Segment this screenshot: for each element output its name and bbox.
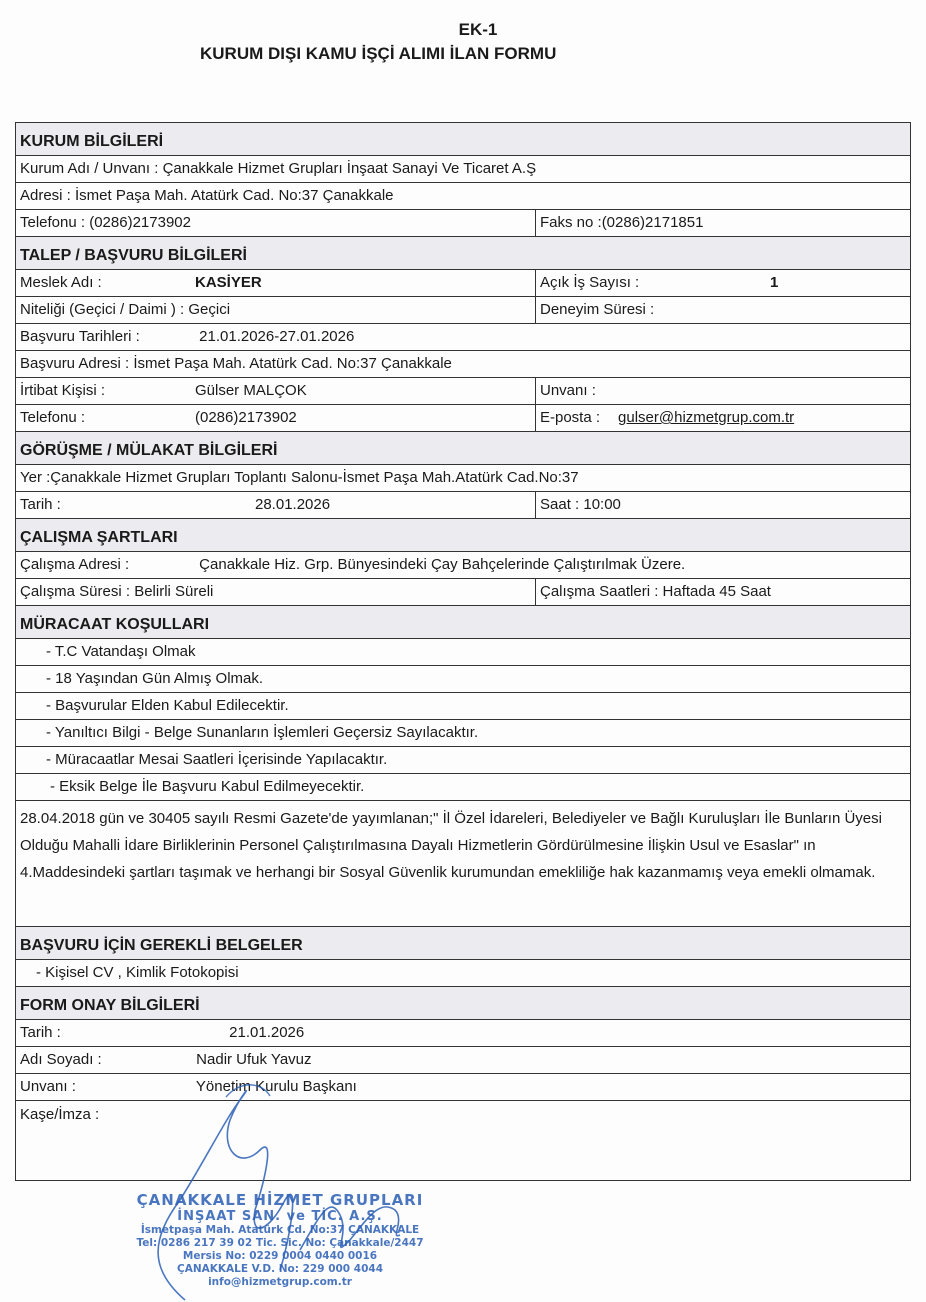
company-stamp — [130, 1192, 430, 1289]
section-title: TALEP / BAŞVURU BİLGİLERİ — [20, 247, 247, 264]
phone-cell — [16, 405, 536, 431]
approval-name-cell — [16, 1049, 316, 1071]
regulation-paragraph: 28.04.2018 gün ve 30405 sayılı Resmi Gazete'de yayımlanan;" İl Özel İdareleri, Belediyeler ve Bağlı Kuruluşları İle Bunların Üyesi Olduğu Mahalli İdare Birliklerinin Personel Çalıştırılmasına Dayalı Hizmetlerin Gördürülmesine İlişkin Usul ve Esaslar" ın 4.Maddesindeki şartları taşımak ve herhangi bir Sosyal Güvenlik kurumundan emekliliğe hak kazanmamış veya emekli olmamak. — [20, 810, 882, 881]
open-jobs-cell — [536, 270, 910, 296]
work-address-label: Çalışma Adresi : — [20, 556, 130, 573]
dates-value: 21.01.2026-27.01.2026 — [199, 328, 355, 345]
application-address-row — [16, 351, 910, 378]
approval-date-row — [16, 1020, 910, 1047]
form-title: KURUM DIŞI KAMU İŞÇİ ALIMI İLAN FORMU — [200, 44, 557, 63]
work-address-cell — [16, 554, 689, 576]
work-address-row — [16, 552, 910, 579]
regulation-row — [16, 801, 910, 927]
section-belgeler-header — [16, 927, 910, 960]
kurum-fax: Faks no :(0286)2171851 — [540, 214, 704, 231]
kurum-contact-row — [16, 210, 910, 237]
section-title: BAŞVURU İÇİN GEREKLİ BELGELER — [20, 937, 303, 954]
phone-label: Telefonu : — [20, 409, 86, 426]
contact-title-label: Unvanı : — [540, 382, 596, 399]
stamp-line: Mersis No: 0229 0004 0440 0016 — [182, 1250, 378, 1262]
section-title: KURUM BİLGİLERİ — [20, 133, 164, 150]
interview-time: Saat : 10:00 — [540, 496, 621, 513]
document-text: - Kişisel CV , Kimlik Fotokopisi — [36, 964, 239, 981]
condition-text: - T.C Vatandaşı Olmak — [46, 643, 196, 660]
interview-date-label: Tarih : — [20, 496, 61, 513]
interview-date-value: 28.01.2026 — [255, 496, 331, 513]
condition-item — [16, 720, 910, 747]
condition-item — [16, 693, 910, 720]
approval-name-label: Adı Soyadı : — [20, 1051, 102, 1068]
stamp-line: info@hizmetgrup.com.tr — [208, 1276, 352, 1288]
interview-date-row — [16, 492, 910, 519]
announcement-form — [15, 122, 911, 1181]
open-jobs-label: Açık İş Sayısı : — [540, 274, 640, 291]
section-gorusme-header — [16, 432, 910, 465]
section-title: ÇALIŞMA ŞARTLARI — [20, 529, 178, 546]
work-duration: Çalışma Süresi : Belirli Süreli — [16, 579, 536, 605]
condition-text: - 18 Yaşından Gün Almış Olmak. — [46, 670, 264, 687]
approval-title-row — [16, 1074, 910, 1101]
stamp-line: Tel: 0286 217 39 02 Tic. Sic. No: Çanakkale/2447 — [136, 1237, 424, 1249]
section-title: FORM ONAY BİLGİLERİ — [20, 997, 200, 1014]
approval-date-value: 21.01.2026 — [229, 1024, 305, 1041]
kurum-phone: Telefonu : (0286)2173902 — [16, 210, 536, 236]
experience-label: Deneyim Süresi : — [540, 301, 655, 318]
section-calisma-header — [16, 519, 910, 552]
nature: Niteliği (Geçici / Daimi ) : Geçici — [16, 297, 536, 323]
work-address-value: Çanakkale Hiz. Grp. Bünyesindeki Çay Bahçelerinde Çalıştırılmak Üzere. — [199, 556, 686, 573]
work-hours: Çalışma Saatleri : Haftada 45 Saat — [540, 583, 771, 600]
profession-label: Meslek Adı : — [20, 274, 102, 291]
condition-text: - Yanıltıcı Bilgi - Belge Sunanların İşlemleri Geçersiz Sayılacaktır. — [46, 724, 479, 741]
stamp-signature-label: Kaşe/İmza : — [20, 1106, 100, 1123]
section-kurum-header — [16, 123, 910, 156]
approval-title-cell — [16, 1076, 361, 1098]
work-duration-row — [16, 579, 910, 606]
section-talep-header — [16, 237, 910, 270]
document-item — [16, 960, 910, 987]
approval-title-value: Yönetim Kurulu Başkanı — [195, 1078, 357, 1095]
phone-value: (0286)2173902 — [195, 409, 297, 426]
section-title: MÜRACAAT KOŞULLARI — [20, 616, 210, 633]
contact-row — [16, 378, 910, 405]
email-cell — [536, 405, 910, 431]
kurum-address-row — [16, 183, 910, 210]
phone-email-row — [16, 405, 910, 432]
dates-cell — [16, 326, 358, 348]
profession-value: KASİYER — [195, 274, 262, 291]
kurum-name-row — [16, 156, 910, 183]
nature-row — [16, 297, 910, 324]
signature-row — [16, 1101, 910, 1181]
interview-place-row — [16, 465, 910, 492]
approval-title-label: Unvanı : — [20, 1078, 76, 1095]
interview-date-cell — [16, 492, 536, 518]
condition-text: - Müracaatlar Mesai Saatleri İçerisinde Yapılacaktır. — [46, 751, 388, 768]
contact-value: Gülser MALÇOK — [195, 382, 307, 399]
dates-row — [16, 324, 910, 351]
annex-label: EK-1 — [458, 20, 498, 39]
approval-name-row — [16, 1047, 910, 1074]
condition-item — [16, 666, 910, 693]
contact-label: İrtibat Kişisi : — [20, 382, 106, 399]
interview-place: Yer :Çanakkale Hizmet Grupları Toplantı Salonu-İsmet Paşa Mah.Atatürk Cad.No:37 — [20, 469, 579, 486]
condition-item — [16, 774, 910, 801]
approval-name-value: Nadir Ufuk Yavuz — [196, 1051, 312, 1068]
condition-text: - Eksik Belge İle Başvuru Kabul Edilmeyecektir. — [50, 778, 365, 795]
section-onay-header — [16, 987, 910, 1020]
condition-text: - Başvurular Elden Kabul Edilecektir. — [46, 697, 289, 714]
open-jobs-value: 1 — [770, 274, 779, 291]
kurum-address: Adresi : İsmet Paşa Mah. Atatürk Cad. No:37 Çanakkale — [20, 187, 394, 204]
application-address: Başvuru Adresi : İsmet Paşa Mah. Atatürk Cad. No:37 Çanakkale — [20, 355, 452, 372]
condition-item — [16, 747, 910, 774]
stamp-line: İsmetpaşa Mah. Atatürk Cd. No:37 ÇANAKKALE — [140, 1224, 420, 1236]
condition-item — [16, 639, 910, 666]
email-link[interactable]: gulser@hizmetgrup.com.tr — [618, 409, 795, 426]
profession-cell — [16, 270, 536, 296]
approval-date-cell — [16, 1022, 308, 1044]
dates-label: Başvuru Tarihleri : — [20, 328, 140, 345]
approval-date-label: Tarih : — [20, 1024, 61, 1041]
kurum-name: Kurum Adı / Unvanı : Çanakkale Hizmet Grupları İnşaat Sanayi Ve Ticaret A.Ş — [20, 160, 537, 177]
section-title: GÖRÜŞME / MÜLAKAT BİLGİLERİ — [20, 442, 278, 459]
stamp-line: İNŞAAT SAN. ve TİC. A.Ş. — [177, 1209, 383, 1224]
stamp-line: ÇANAKKALE V.D. No: 229 000 4044 — [176, 1263, 383, 1275]
email-label: E-posta : — [540, 409, 601, 426]
section-muracaat-header — [16, 606, 910, 639]
profession-row — [16, 270, 910, 297]
stamp-line: ÇANAKKALE HİZMET GRUPLARI — [136, 1191, 424, 1209]
contact-cell — [16, 378, 536, 404]
